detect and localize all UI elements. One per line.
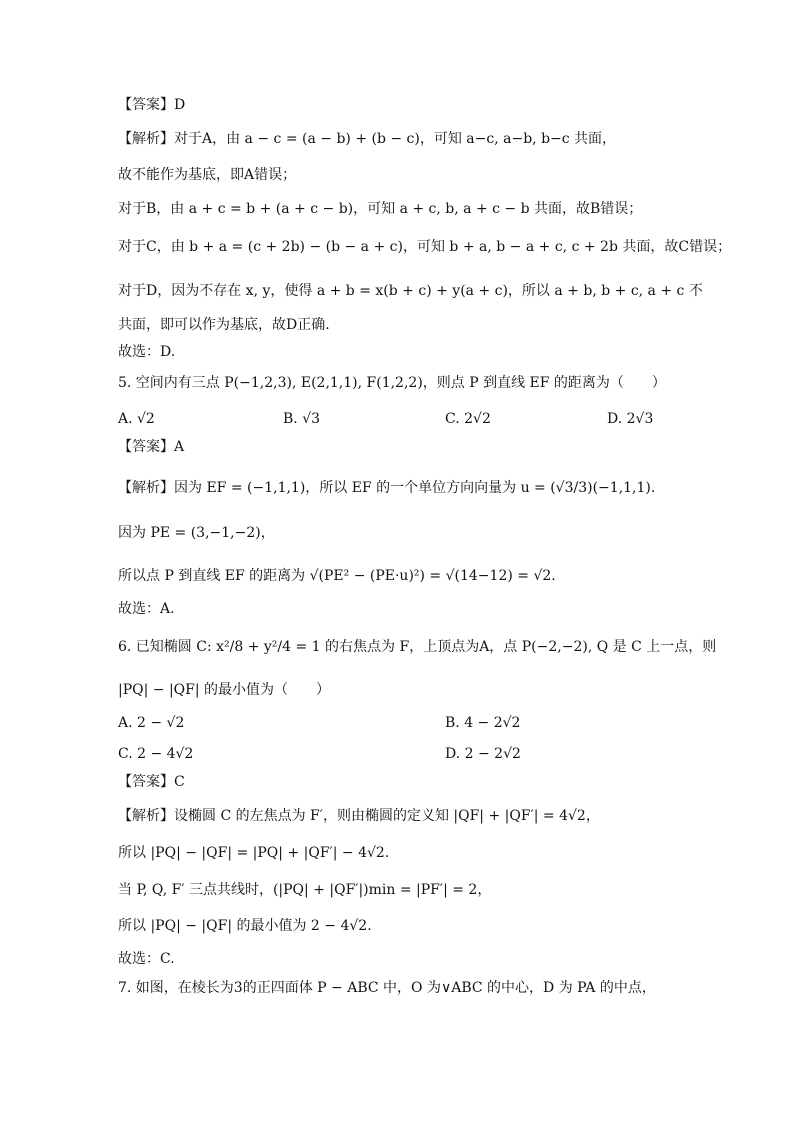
question-6-option-a: A. 2 − √2 xyxy=(118,715,185,731)
choice-4: 故选：D. xyxy=(118,344,176,360)
explanation-6-line-2: 所以 |PQ| − |QF| = |PQ| + |QF′| − 4√2. xyxy=(118,845,390,861)
explanation-4-line-5: 对于D，因为不存在 x, y，使得 a + b = x(b + c) + y(a + c)，所以 a + b, b + c, a + c 不 xyxy=(118,283,703,299)
question-5-option-c: C. 2√2 xyxy=(445,411,491,427)
question-6-option-d: D. 2 − 2√2 xyxy=(445,746,521,762)
explanation-4-line-1: 【解析】对于A，由 a − c = (a − b) + (b − c)，可知 a−c, a−b, b−c 共面， xyxy=(118,131,617,147)
question-5-option-b: B. √3 xyxy=(283,411,321,427)
explanation-4-line-6: 共面，即可以作为基底，故D正确. xyxy=(118,317,330,333)
question-7-stem: 7. 如图，在棱长为3的正四面体 P − ABC 中，O 为∨ABC 的中心，D 为 PA 的中点， xyxy=(118,980,656,996)
explanation-4-line-4: 对于C，由 b + a = (c + 2b) − (b − a + c)，可知 b + a, b − a + c, c + 2b 共面，故C错误； xyxy=(118,239,732,255)
explanation-6-line-1: 【解析】设椭圆 C 的左焦点为 F′，则由椭圆的定义知 |QF| + |QF′| = 4√2， xyxy=(118,808,600,824)
explanation-6-line-3: 当 P, Q, F′ 三点共线时，(|PQ| + |QF′|)min = |PF′| = 2， xyxy=(118,882,492,898)
answer-4: 【答案】D xyxy=(118,97,186,113)
answer-6: 【答案】C xyxy=(118,774,185,790)
question-6-option-b: B. 4 − 2√2 xyxy=(445,715,521,731)
choice-5: 故选：A. xyxy=(118,601,175,617)
explanation-6-line-4: 所以 |PQ| − |QF| 的最小值为 2 − 4√2. xyxy=(118,918,372,934)
question-6-option-c: C. 2 − 4√2 xyxy=(118,746,194,762)
explanation-5-line-2: 因为 PE = (3,−1,−2)， xyxy=(118,525,275,541)
explanation-5-line-3: 所以点 P 到直线 EF 的距离为 √(PE² − (PE·u)²) = √(14−12) = √2. xyxy=(118,568,556,584)
question-6-stem-line-1: 6. 已知椭圆 C: x²/8 + y²/4 = 1 的右焦点为 F，上顶点为A，点 P(−2,−2), Q 是 C 上一点，则 xyxy=(118,639,717,655)
question-5-option-d: D. 2√3 xyxy=(607,411,654,427)
choice-6: 故选：C. xyxy=(118,951,175,967)
question-6-stem-line-2: |PQ| − |QF| 的最小值为（ ） xyxy=(118,682,331,698)
explanation-4-line-2: 故不能作为基底，即A错误； xyxy=(118,167,297,183)
answer-5: 【答案】A xyxy=(118,439,185,455)
question-5-option-a: A. √2 xyxy=(118,411,155,427)
explanation-5-line-1: 【解析】因为 EF = (−1,1,1)，所以 EF 的一个单位方向向量为 u = (√3/3)(−1,1,1). xyxy=(118,480,656,496)
question-5-stem: 5. 空间内有三点 P(−1,2,3), E(2,1,1), F(1,2,2)，则点 P 到直线 EF 的距离为（ ） xyxy=(118,375,666,391)
explanation-4-line-3: 对于B，由 a + c = b + (a + c − b)，可知 a + c, b, a + c − b 共面，故B错误； xyxy=(118,201,643,217)
